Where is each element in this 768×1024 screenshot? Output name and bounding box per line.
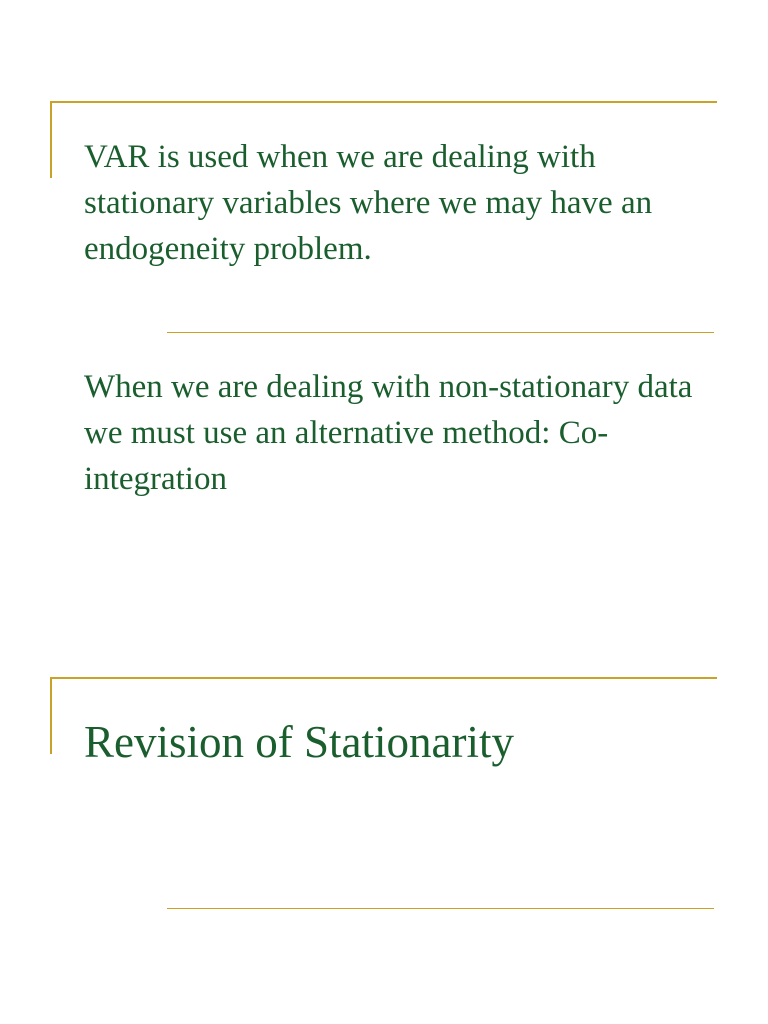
slide-frame-left-line [50,677,52,754]
slide-1-paragraph-1: VAR is used when we are dealing with stationary variables where we may have an endogeneity problem. [84,139,653,267]
slide-separator-line [167,908,714,909]
slide-2 [0,576,768,1024]
slide-2-title: Revision of Stationarity [84,717,514,767]
slide-1-paragraph-2: When we are dealing with non-stationary data we must use an alternative method: Co-integration [84,369,693,497]
slide-frame-left-line [50,101,52,178]
slide-frame-top-line [50,677,717,679]
slide-separator-line [167,332,714,333]
slide-frame-top-line [50,101,717,103]
